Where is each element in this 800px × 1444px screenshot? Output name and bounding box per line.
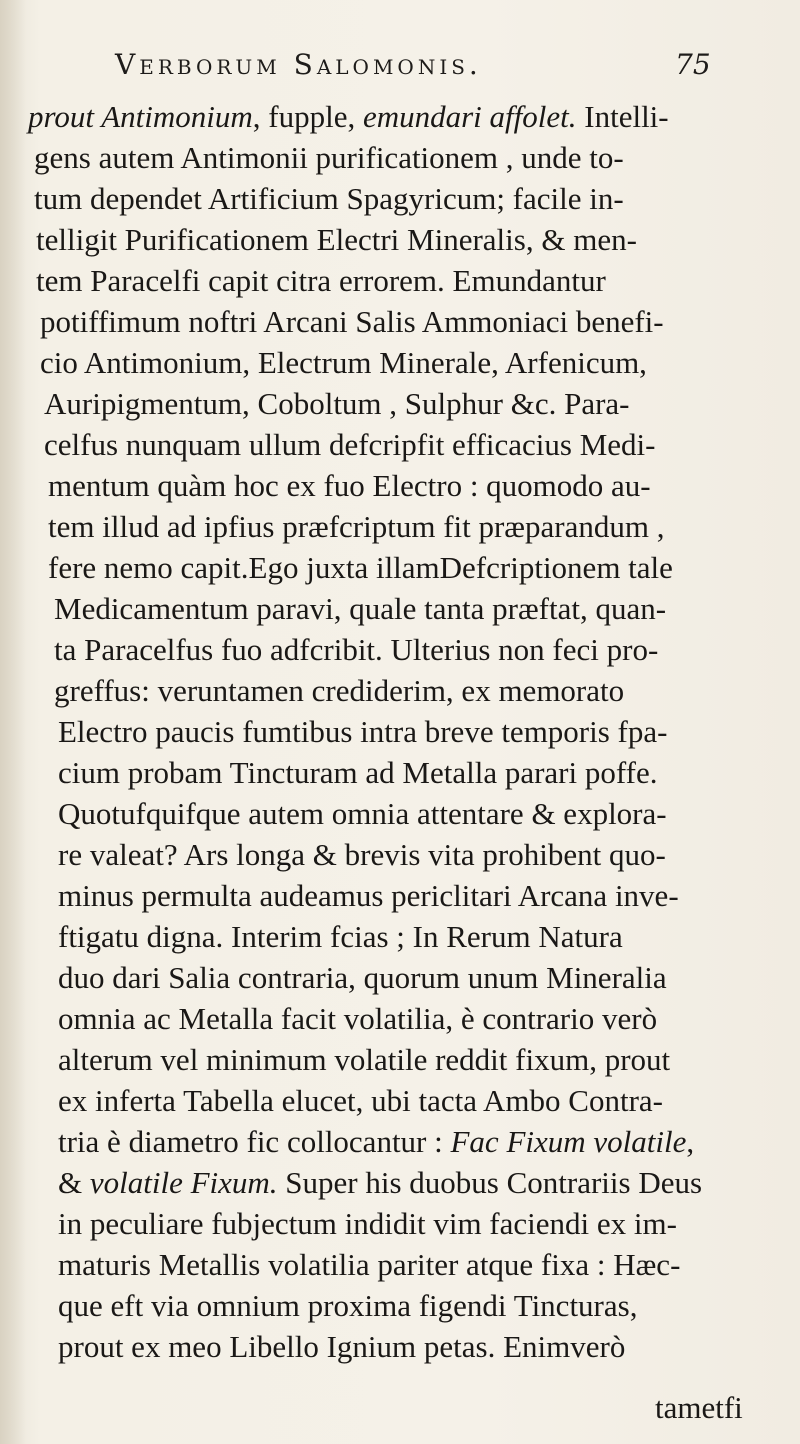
text-line: ftigatu digna. Interim fcias ; In Rerum Natura — [58, 919, 623, 954]
text-line: re valeat? Ars longa & brevis vita prohibent quo- — [58, 837, 666, 872]
page-number: 75 — [675, 48, 711, 81]
catchword: tametfi — [655, 1390, 743, 1425]
text-line: & volatile Fixum. Super his duobus Contrariis Deus — [58, 1165, 703, 1200]
text-line: cio Antimonium, Electrum Minerale, Arfenicum, — [40, 345, 647, 380]
text-line: Medicamentum paravi, quale tanta præftat, quan- — [54, 591, 667, 626]
text-line: prout ex meo Libello Ignium petas. Enimverò — [58, 1329, 626, 1364]
text-line: potiffimum noftri Arcani Salis Ammoniaci benefi- — [40, 304, 664, 339]
text-line: tria è diametro fic collocantur : Fac Fixum volatile, — [58, 1124, 695, 1159]
text-line: omnia ac Metalla facit volatilia, è contrario verò — [58, 1001, 658, 1036]
text-line: prout Antimonium, fupple, emundari affolet. Intelli- — [28, 99, 669, 134]
text-line: Quotufquifque autem omnia attentare & explora- — [58, 796, 667, 831]
text-line: alterum vel minimum volatile reddit fixum, prout — [58, 1042, 671, 1077]
text-line: celfus nunquam ullum defcripfit efficacius Medi- — [44, 427, 656, 462]
gutter-shadow — [0, 0, 26, 1444]
text-line: greffus: veruntamen crediderim, ex memorato — [54, 673, 625, 708]
body-text — [28, 96, 773, 1367]
text-line: tum dependet Artificium Spagyricum; facile in- — [34, 181, 624, 216]
text-line: tem Paracelfi capit citra errorem. Emundantur — [36, 263, 606, 298]
text-line: ex inferta Tabella elucet, ubi tacta Ambo Contra- — [58, 1083, 663, 1118]
text-line: gens autem Antimonii purificationem , unde to- — [34, 140, 624, 175]
text-line: duo dari Salia contraria, quorum unum Mineralia — [58, 960, 667, 995]
text-line: Auripigmentum, Coboltum , Sulphur &c. Para- — [44, 386, 630, 421]
text-line: que eft via omnium proxima figendi Tincturas, — [58, 1288, 638, 1323]
text-line: tem illud ad ipfius præfcriptum fit præparandum , — [48, 509, 665, 544]
text-line: mentum quàm hoc ex fuo Electro : quomodo au- — [48, 468, 651, 503]
text-line: ta Paracelfus fuo adfcribit. Ulterius non feci pro- — [54, 632, 659, 667]
text-line: Electro paucis fumtibus intra breve temporis fpa- — [58, 714, 668, 749]
text-line: cium probam Tincturam ad Metalla parari poffe. — [58, 755, 658, 790]
text-line: minus permulta audeamus periclitari Arcana inve- — [58, 878, 679, 913]
text-line: in peculiare fubjectum indidit vim faciendi ex im- — [58, 1206, 677, 1241]
page-header — [115, 48, 715, 81]
running-title: Verborum Salomonis. — [115, 48, 482, 81]
text-line: maturis Metallis volatilia pariter atque fixa : Hæc- — [58, 1247, 681, 1282]
text-line: fere nemo capit.Ego juxta illamDefcriptionem tale — [48, 550, 673, 585]
text-line: telligit Purificationem Electri Mineralis, & men- — [36, 222, 637, 257]
